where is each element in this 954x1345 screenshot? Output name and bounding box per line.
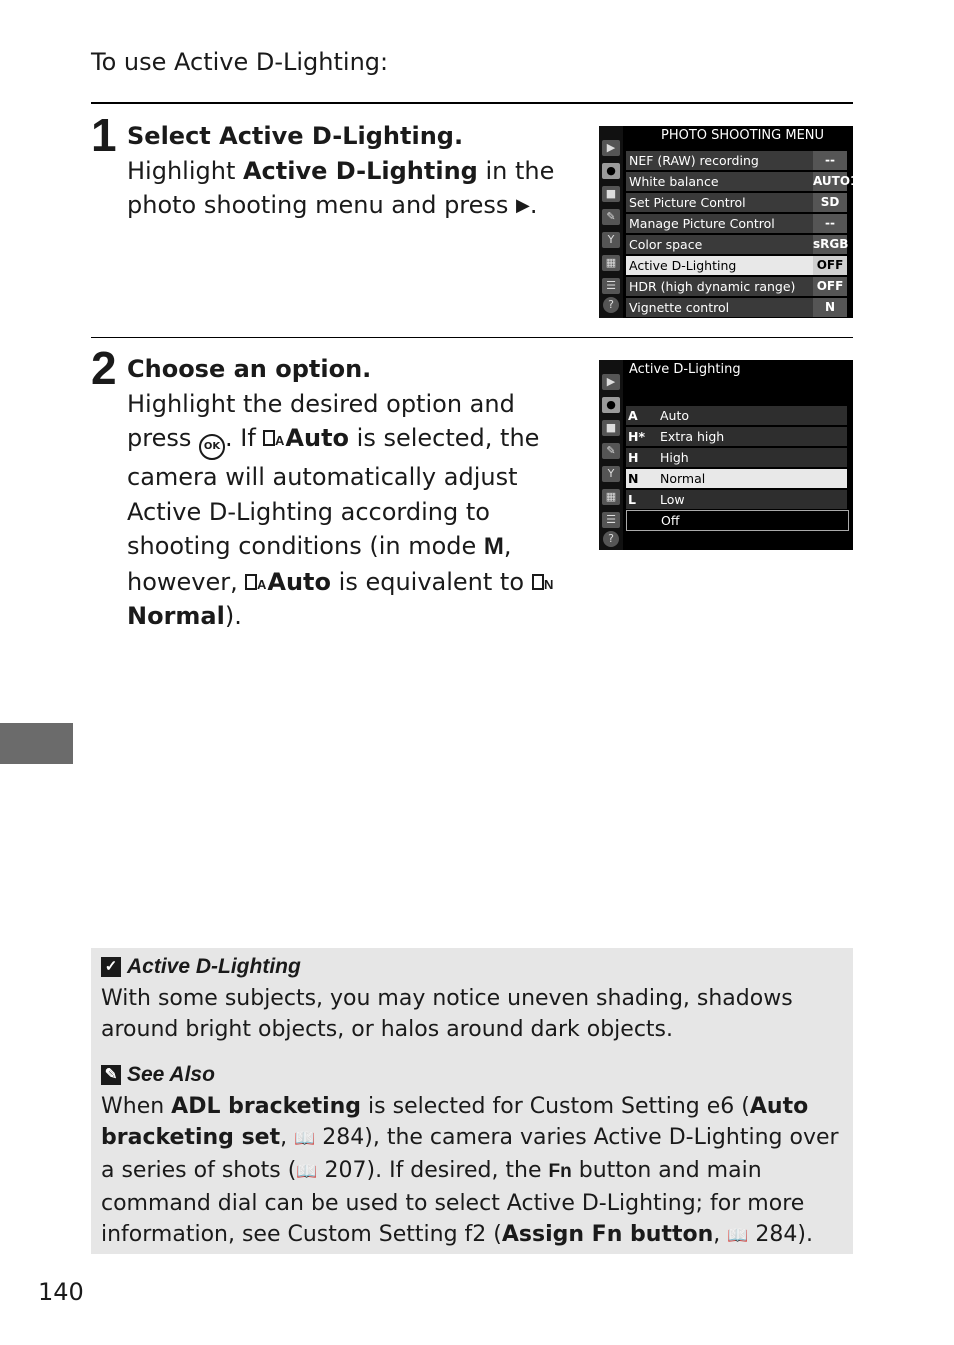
menu-item-value: -- (813, 151, 847, 170)
step-2-t2: . If (224, 424, 264, 452)
note-2-b: ADL bracketing (171, 1094, 362, 1119)
step-1-menu-name: Active D-Lighting (242, 156, 478, 185)
option-label: Off (661, 513, 680, 528)
step-1-text-d: . (529, 191, 538, 219)
option-off[interactable] (626, 510, 849, 531)
adl-normal-icon (532, 567, 554, 592)
movie-menu-icon: ■ (602, 420, 620, 436)
retouch-icon: ▦ (602, 255, 620, 271)
option-normal[interactable] (626, 469, 847, 488)
menu-item-label: Color space (629, 237, 703, 252)
fn-button-label: Fn (548, 1161, 572, 1182)
menu-item-label: Set Picture Control (629, 195, 746, 210)
note-2-l: 284). (748, 1222, 813, 1247)
playback-menu-icon: ▶ (602, 374, 620, 390)
step-1-heading: Select Active D-Lighting. (127, 122, 464, 150)
pencil-icon: ✎ (602, 209, 620, 225)
top-rule (91, 102, 853, 104)
photo-shooting-menu-screen (599, 126, 859, 318)
multi-selector-right-icon: ▶ (516, 195, 530, 216)
svg-text:A: A (257, 576, 267, 592)
step-2-t8: is equivalent to (331, 567, 532, 596)
note-2-body (101, 1091, 846, 1252)
note-2-i: button and main command dial can be used to select Active D-Lighting; for more information, see Custom Setting f2 ( (101, 1158, 805, 1247)
menu-item-label: Manage Picture Control (629, 216, 775, 231)
step-2-normal: Normal (127, 602, 225, 630)
svg-text:A: A (275, 433, 285, 448)
option-code: L (628, 492, 636, 507)
check-icon: ✓ (101, 957, 121, 977)
movie-menu-icon: ■ (602, 186, 620, 202)
wrench-icon: Y (602, 232, 620, 248)
menu-item-value: SD (813, 193, 847, 212)
retouch-icon: ▦ (602, 489, 620, 505)
menu-item-active-d-lighting[interactable] (626, 256, 847, 275)
book-icon: 📖 (294, 1129, 316, 1149)
menu-item-hdr[interactable] (626, 277, 847, 296)
help-icon: ? (603, 297, 619, 313)
ok-button-icon: OK (199, 434, 225, 460)
step-1-text (127, 119, 567, 224)
menu-item-value: sRGB (813, 235, 847, 254)
note-2-d: Auto bracketing set (101, 1094, 809, 1150)
step-1-text-c: in the photo shooting menu and press (127, 156, 555, 219)
book-icon: 📖 (296, 1162, 318, 1182)
option-label: Normal (660, 471, 706, 486)
note-2-j: Assign Fn button (501, 1222, 714, 1247)
menu-item-value: OFF (813, 256, 847, 275)
menu-item-value: -- (813, 214, 847, 233)
menu-item-label: White balance (629, 174, 719, 189)
menu-item-label: Active D-Lighting (629, 258, 737, 273)
option-code: N (628, 471, 639, 486)
note-2-title: See Also (127, 1063, 215, 1086)
mode-m-label: M (483, 533, 504, 560)
option-low[interactable] (626, 490, 847, 509)
menu-item-color-space[interactable] (626, 235, 847, 254)
step-2-text (127, 352, 567, 634)
option-code: H* (628, 429, 645, 444)
screen-title: Active D-Lighting (629, 362, 741, 377)
menu-item-value: N (813, 298, 847, 317)
option-label: Auto (660, 408, 690, 423)
note-2-heading (101, 1063, 215, 1087)
option-high[interactable] (626, 448, 847, 467)
step-2-heading: Choose an option. (127, 355, 372, 383)
note-2-g: 207). If desired, the (317, 1158, 549, 1183)
note-2-k: , (713, 1222, 728, 1247)
step-1-number: 1 (91, 109, 117, 161)
menu-sidebar (599, 126, 623, 318)
note-2-c: is selected for Custom Setting e6 ( (361, 1094, 750, 1119)
wrench-icon: Y (602, 466, 620, 482)
step-2-t10: ). (224, 602, 242, 630)
step-2-auto-1: Auto (285, 424, 350, 452)
option-label: High (660, 450, 689, 465)
option-label: Extra high (660, 429, 725, 444)
camera-icon: ● (602, 163, 620, 179)
menu-item-nef-raw[interactable] (626, 151, 847, 170)
camera-icon: ● (602, 397, 620, 413)
menu-item-set-picture-control[interactable] (626, 193, 847, 212)
playback-menu-icon: ▶ (602, 140, 620, 156)
step-2-t6: , however, (127, 532, 512, 596)
menu-sidebar (599, 360, 623, 550)
option-code: A (628, 408, 638, 423)
menu-item-vignette-control[interactable] (626, 298, 847, 317)
adl-auto-icon (245, 567, 267, 592)
section-tab (0, 723, 73, 764)
step-divider (91, 337, 853, 338)
menu-item-label: Vignette control (629, 300, 730, 315)
svg-text:N: N (543, 576, 554, 592)
active-d-lighting-screen (599, 360, 853, 550)
note-2-a: When (101, 1094, 172, 1119)
menu-item-value: OFF (813, 277, 847, 296)
menu-item-white-balance[interactable] (626, 172, 859, 191)
note-1-heading (101, 955, 301, 979)
pencil-note-icon: ✎ (101, 1065, 121, 1085)
menu-item-value: AUTO1 (813, 172, 847, 191)
option-extra-high[interactable] (626, 427, 847, 446)
menu-item-label: HDR (high dynamic range) (629, 279, 796, 294)
note-2-e: , (280, 1125, 295, 1150)
step-2-auto-2: Auto (267, 567, 332, 596)
note-1-body: With some subjects, you may notice uneven shading, shadows around bright objects, or halos around dark objects. (101, 986, 793, 1042)
menu-item-manage-picture-control[interactable] (626, 214, 847, 233)
screen-title: PHOTO SHOOTING MENU (661, 128, 825, 143)
intro-text: To use Active D-Lighting: (91, 48, 389, 76)
help-icon: ? (603, 531, 619, 547)
my-menu-icon: ☰ (602, 512, 620, 528)
notes-box (91, 948, 853, 1254)
step-2-t4: is selected, the camera will automatically adjust Active D-Lighting according to shooting conditions (in mode (127, 424, 540, 560)
note-2-f: 284), the camera varies Active D-Lighting over a series of shots ( (101, 1125, 839, 1183)
option-label: Low (660, 492, 685, 507)
option-auto[interactable] (626, 406, 847, 425)
book-icon: 📖 (727, 1226, 749, 1246)
pencil-icon: ✎ (602, 443, 620, 459)
step-2-number: 2 (91, 342, 117, 394)
page-number: 140 (38, 1278, 84, 1306)
adl-auto-icon (263, 423, 285, 448)
note-1-title: Active D-Lighting (127, 955, 301, 978)
step-1-text-a: Highlight (127, 156, 243, 185)
option-code: H (628, 450, 639, 465)
my-menu-icon: ☰ (602, 278, 620, 294)
menu-item-label: NEF (RAW) recording (629, 153, 759, 168)
step-2-t1: Highlight the desired option and press (127, 389, 515, 452)
